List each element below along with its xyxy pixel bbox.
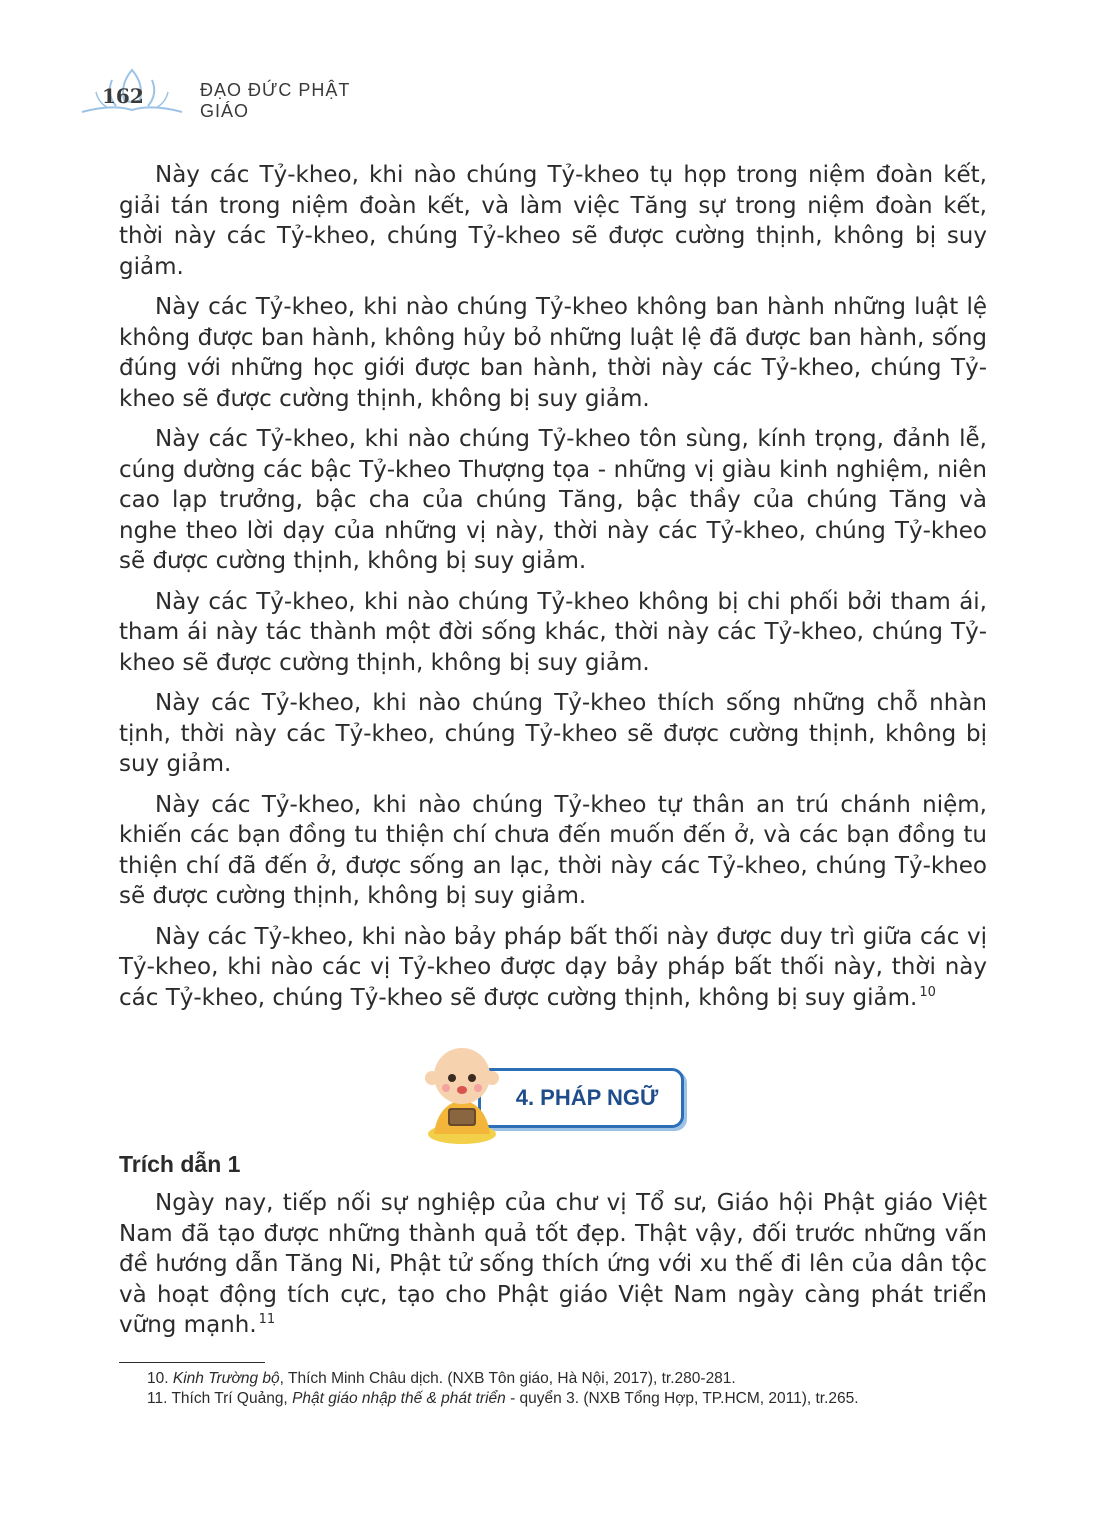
footnote-ref[interactable]: 11 — [258, 1312, 276, 1327]
monk-mascot-icon — [418, 1038, 508, 1148]
running-header-title: ĐẠO ĐỨC PHẬT GIÁO — [200, 80, 351, 121]
paragraph: Này các Tỷ-kheo, khi nào chúng Tỷ-kheo không ban hành những luật lệ không được ban hành, không hủy bỏ những luật lệ đã được ban hành, sống đúng với những học giới được ban hành, thời này các Tỷ-kheo, chúng Tỷ-kheo sẽ được cường thịnh, không bị suy giảm. — [119, 294, 987, 412]
quote-heading: Trích dẫn 1 — [119, 1151, 241, 1177]
paragraph: Này các Tỷ-kheo, khi nào chúng Tỷ-kheo không bị chi phối bởi tham ái, tham ái này tác thành một đời sống khác, thời này các Tỷ-kheo, chúng Tỷ-kheo sẽ được cường thịnh, không bị suy giảm. — [119, 588, 987, 676]
paragraph: Này các Tỷ-kheo, khi nào chúng Tỷ-kheo thích sống những chỗ nhàn tịnh, thời này các Tỷ-kheo, chúng Tỷ-kheo sẽ được cường thịnh, không bị suy giảm. — [119, 690, 987, 777]
footnote — [119, 1369, 987, 1389]
section-label-box — [478, 1068, 684, 1128]
footnote-number: 11. — [147, 1390, 168, 1407]
footnotes — [119, 1369, 987, 1409]
main-text — [119, 160, 987, 1023]
quote-text: Ngày nay, tiếp nối sự nghiệp của chư vị Tổ sư, Giáo hội Phật giáo Việt Nam đã tạo được những thành quả tốt đẹp. Thật vậy, đối trước những vấn đề hướng dẫn Tăng Ni, Phật tử sống thích ứng với xu thế đi lên của dân tộc và hoạt động tích cực, tạo cho Phật giáo Việt Nam ngày càng phát triển vững mạnh. — [119, 1190, 987, 1338]
footnote-title: Kinh Trường bộ — [172, 1370, 280, 1387]
quote-body — [119, 1188, 987, 1351]
paragraph: Này các Tỷ-kheo, khi nào chúng Tỷ-kheo tôn sùng, kính trọng, đảnh lễ, cúng dường các bậc Tỷ-kheo Thượng tọa - những vị giàu kinh nghiệm, niên cao lạp trưởng, bậc cha của chúng Tăng, bậc thầy của chúng Tăng và nghe theo lời dạy của những vị này, thời này các Tỷ-kheo, chúng Tỷ-kheo sẽ được cường thịnh, không bị suy giảm. — [119, 426, 987, 574]
page-number: 162 — [102, 84, 144, 108]
footnote — [119, 1389, 987, 1409]
paragraph-text: Này các Tỷ-kheo, khi nào bảy pháp bất thối này được duy trì giữa các vị Tỷ-kheo, khi nào các vị Tỷ-kheo được dạy bảy pháp bất thối này, thời này các Tỷ-kheo, chúng Tỷ-kheo sẽ được cường thịnh, không bị suy giảm. — [119, 923, 987, 1011]
footnote-text: - quyển 3. (NXB Tổng Hợp, TP.HCM, 2011), tr.265. — [505, 1390, 859, 1407]
footnote-text: , Thích Minh Châu dịch. (NXB Tôn giáo, Hà Nội, 2017), tr.280-281. — [279, 1370, 736, 1387]
footnote-divider — [119, 1362, 265, 1363]
footnote-ref[interactable]: 10 — [919, 984, 936, 1000]
section-badge — [418, 1038, 688, 1148]
paragraph: Này các Tỷ-kheo, khi nào chúng Tỷ-kheo tụ họp trong niệm đoàn kết, giải tán trong niệm đoàn kết, và làm việc Tăng sự trong niệm đoàn kết, thời này các Tỷ-kheo, chúng Tỷ-kheo sẽ được cường thịnh, không bị suy giảm. — [119, 162, 987, 280]
paragraph — [119, 1188, 987, 1341]
footnote-number: 10. — [147, 1370, 169, 1387]
page-header — [72, 66, 392, 121]
footnote-author: Thích Trí Quảng, — [171, 1390, 288, 1407]
footnote-title: Phật giáo nhập thế & phát triển — [292, 1390, 506, 1407]
paragraph: Này các Tỷ-kheo, khi nào chúng Tỷ-kheo tự thân an trú chánh niệm, khiến các bạn đồng tu thiện chí chưa đến muốn đến ở, và các bạn đồng tu thiện chí đã đến ở, được sống an lạc, thời này các Tỷ-kheo, chúng Tỷ-kheo sẽ được cường thịnh, không bị suy giảm. — [119, 791, 987, 909]
paragraph — [119, 922, 987, 1014]
section-title: 4. PHÁP NGỮ — [515, 1085, 659, 1110]
